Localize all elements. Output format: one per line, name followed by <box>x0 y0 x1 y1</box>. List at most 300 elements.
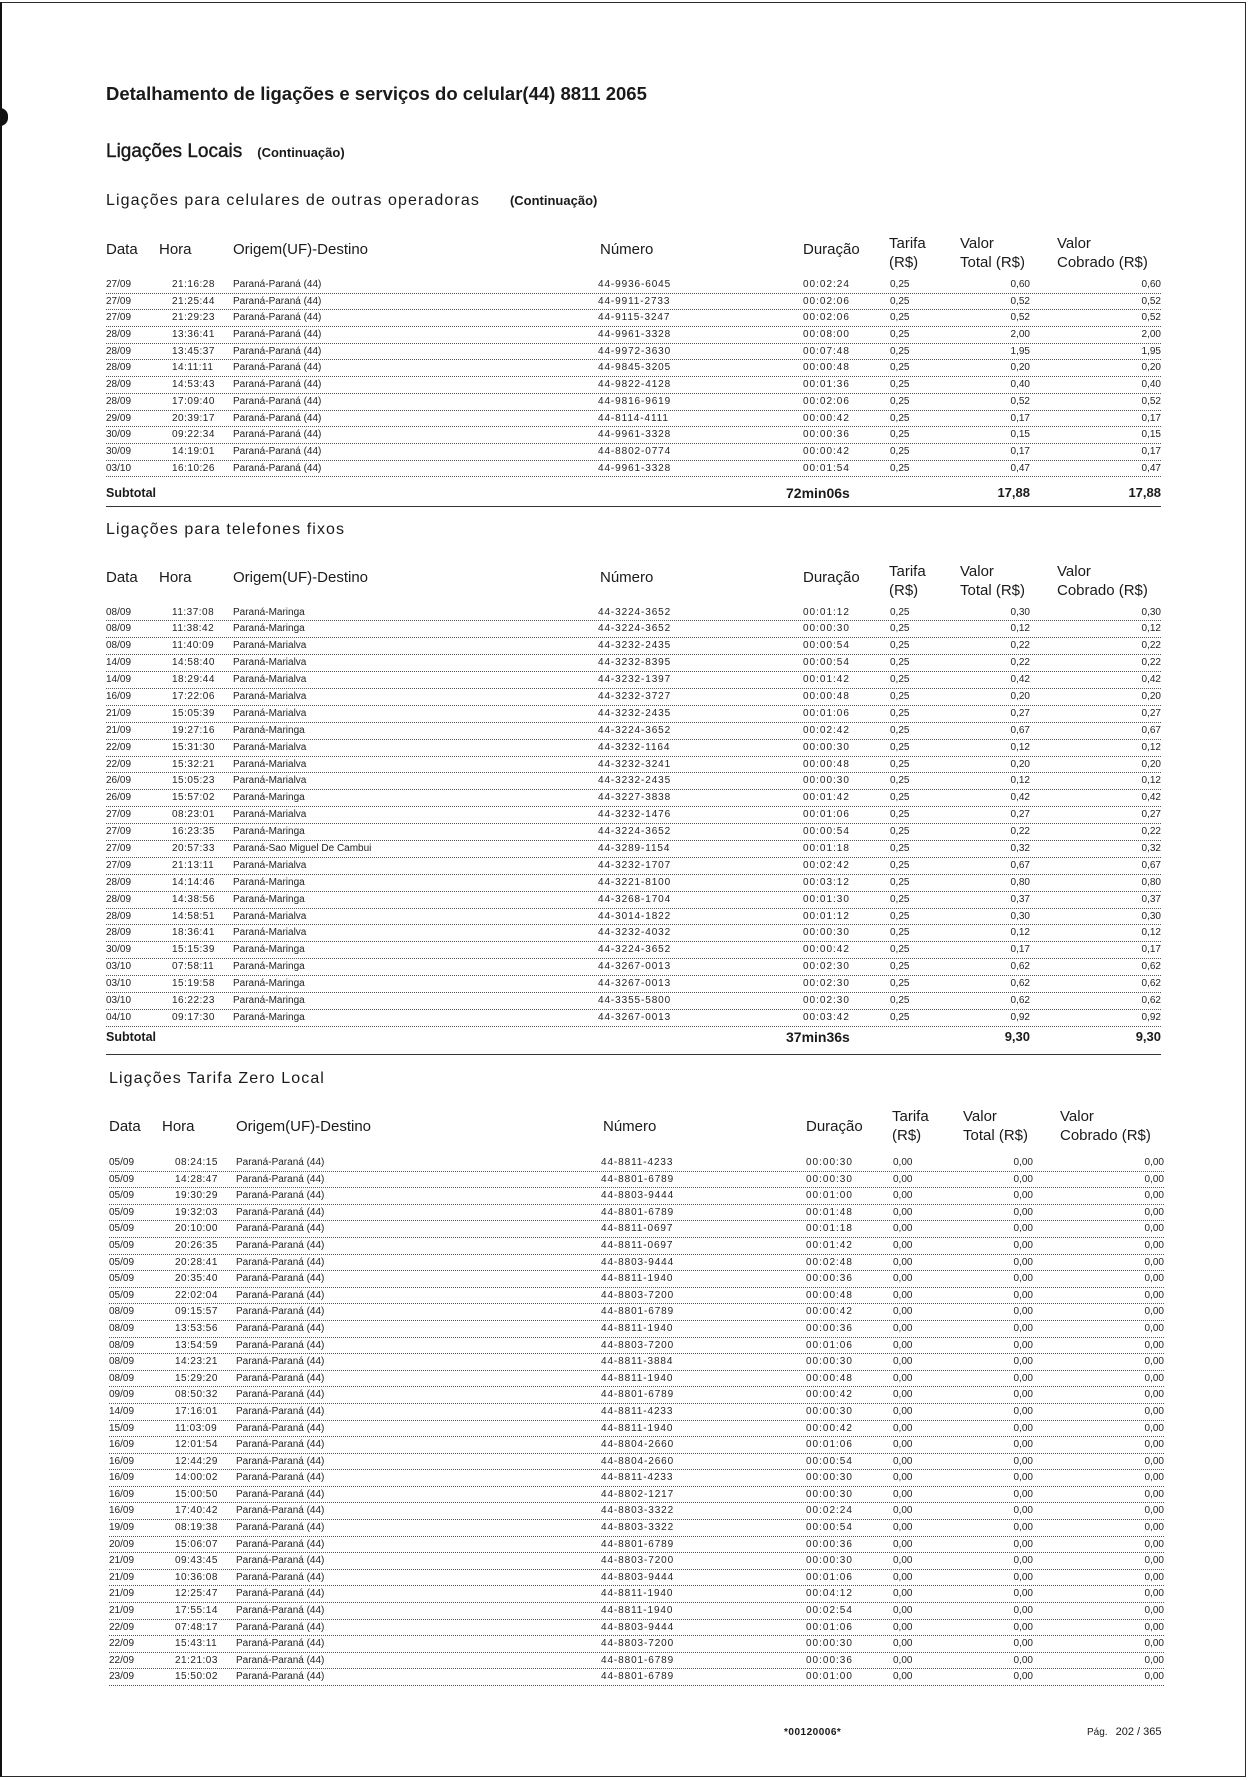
cell-origin-destination: Paraná-Paraná (44) <box>236 1422 325 1434</box>
cell-rate: 0,00 <box>893 1472 913 1484</box>
cell-date: 04/10 <box>106 1011 132 1023</box>
cell-rate: 0,00 <box>893 1488 913 1500</box>
cell-charged-value: 0,00 <box>1144 1173 1164 1185</box>
cell-duration: 00:07:48 <box>803 345 850 357</box>
cell-origin-destination: Paraná-Paraná (44) <box>233 462 322 474</box>
cell-total-value: 0,62 <box>1010 994 1030 1006</box>
cell-time: 22:02:04 <box>175 1289 218 1301</box>
column-header-rate-line1: Tarifa <box>892 1108 929 1125</box>
cell-date: 28/09 <box>106 395 132 407</box>
column-header-total-line2: Total (R$) <box>963 1127 1029 1144</box>
cell-number: 44-3232-2435 <box>598 775 672 787</box>
cell-date: 21/09 <box>109 1555 135 1567</box>
section-title: Ligações para telefones fixos <box>106 521 346 538</box>
cell-duration: 00:00:48 <box>803 758 850 770</box>
table-row <box>109 1620 1164 1637</box>
table-row <box>106 875 1161 892</box>
cell-rate: 0,00 <box>893 1522 913 1534</box>
table-row <box>106 444 1161 461</box>
cell-date: 05/09 <box>109 1223 135 1235</box>
cell-rate: 0,25 <box>890 345 910 357</box>
cell-number: 44-8811-1940 <box>601 1422 674 1434</box>
table-row <box>109 1255 1164 1272</box>
table-row <box>109 1669 1164 1686</box>
cell-time: 14:58:40 <box>172 657 215 669</box>
cell-time: 15:57:02 <box>172 792 215 804</box>
table-row <box>109 1354 1164 1371</box>
subtotal-row <box>106 1029 1161 1045</box>
cell-total-value: 0,15 <box>1010 429 1030 441</box>
cell-rate: 0,00 <box>893 1322 913 1334</box>
table-row <box>106 461 1161 478</box>
cell-total-value: 0,30 <box>1010 910 1030 922</box>
cell-number: 44-3232-3241 <box>598 758 672 770</box>
cell-rate: 0,00 <box>893 1405 913 1417</box>
cell-total-value: 0,12 <box>1010 775 1030 787</box>
cell-rate: 0,00 <box>893 1306 913 1318</box>
cell-total-value: 0,92 <box>1010 1011 1030 1023</box>
cell-number: 44-8811-1940 <box>601 1588 674 1600</box>
cell-origin-destination: Paraná-Marialva <box>233 674 307 686</box>
cell-total-value: 0,00 <box>1013 1538 1033 1550</box>
cell-date: 08/09 <box>109 1322 135 1334</box>
cell-duration: 00:02:48 <box>806 1256 853 1268</box>
cell-charged-value: 0,00 <box>1144 1289 1164 1301</box>
cell-origin-destination: Paraná-Paraná (44) <box>236 1273 325 1285</box>
cell-number: 44-8811-4233 <box>601 1472 674 1484</box>
table-row <box>109 1221 1164 1238</box>
cell-rate: 0,00 <box>893 1173 913 1185</box>
table-row <box>109 1321 1164 1338</box>
cell-charged-value: 0,00 <box>1144 1339 1164 1351</box>
table-row <box>109 1437 1164 1454</box>
cell-date: 28/09 <box>106 927 132 939</box>
cell-rate: 0,25 <box>890 893 910 905</box>
cell-number: 44-8811-1940 <box>601 1322 674 1334</box>
cell-number: 44-8803-7200 <box>601 1289 675 1301</box>
cell-date: 08/09 <box>109 1372 135 1384</box>
cell-rate: 0,00 <box>893 1206 913 1218</box>
cell-origin-destination: Paraná-Paraná (44) <box>233 312 322 324</box>
cell-rate: 0,25 <box>890 859 910 871</box>
cell-rate: 0,25 <box>890 329 910 341</box>
column-header-time: Hora <box>162 1118 195 1135</box>
table-row <box>106 723 1161 740</box>
table-row <box>106 621 1161 638</box>
cell-origin-destination: Paraná-Paraná (44) <box>236 1372 325 1384</box>
cell-time: 08:24:15 <box>175 1157 218 1168</box>
cell-number: 44-8803-9444 <box>601 1621 675 1633</box>
table-row <box>109 1371 1164 1388</box>
subtotal-label: Subtotal <box>106 1030 156 1044</box>
cell-duration: 00:01:06 <box>803 809 850 821</box>
cell-duration: 00:01:42 <box>806 1239 853 1251</box>
table-row <box>106 394 1161 411</box>
cell-origin-destination: Paraná-Paraná (44) <box>236 1505 325 1517</box>
section-title: Ligações Tarifa Zero Local <box>109 1070 325 1087</box>
cell-rate: 0,00 <box>893 1289 913 1301</box>
cell-total-value: 0,30 <box>1010 606 1030 618</box>
cell-origin-destination: Paraná-Maringa <box>233 961 305 973</box>
column-header-time: Hora <box>159 569 192 586</box>
cell-number: 44-3268-1704 <box>598 893 672 905</box>
cell-duration: 00:01:12 <box>803 606 850 618</box>
cell-time: 16:22:23 <box>172 994 215 1006</box>
cell-total-value: 0,12 <box>1010 741 1030 753</box>
cell-origin-destination: Paraná-Paraná (44) <box>236 1322 325 1334</box>
cell-charged-value: 0,00 <box>1144 1571 1164 1583</box>
table-row <box>106 993 1161 1010</box>
table-row <box>109 1470 1164 1487</box>
table-row <box>106 773 1161 790</box>
cell-rate: 0,25 <box>890 362 910 374</box>
cell-date: 23/09 <box>109 1671 135 1683</box>
cell-date: 29/09 <box>106 412 132 424</box>
table-row <box>106 740 1161 757</box>
table-row <box>106 925 1161 942</box>
cell-charged-value: 0,00 <box>1144 1654 1164 1666</box>
cell-time: 17:55:14 <box>175 1605 218 1617</box>
cell-charged-value: 0,12 <box>1141 623 1161 635</box>
cell-charged-value: 0,00 <box>1144 1621 1164 1633</box>
cell-charged-value: 0,00 <box>1144 1190 1164 1202</box>
table-row <box>109 1421 1164 1438</box>
cell-date: 30/09 <box>106 429 132 441</box>
cell-time: 20:57:33 <box>172 842 215 854</box>
table-row <box>109 1404 1164 1421</box>
cell-charged-value: 0,30 <box>1141 910 1161 922</box>
cell-origin-destination: Paraná-Maringa <box>233 724 305 736</box>
cell-origin-destination: Paraná-Paraná (44) <box>236 1538 325 1550</box>
cell-origin-destination: Paraná-Marialva <box>233 657 307 669</box>
cell-origin-destination: Paraná-Paraná (44) <box>233 345 322 357</box>
cell-date: 27/09 <box>106 809 132 821</box>
cell-number: 44-9961-3328 <box>598 429 672 441</box>
cell-duration: 00:01:18 <box>803 842 850 854</box>
cell-total-value: 0,00 <box>1013 1605 1033 1617</box>
column-header-rate-line2: (R$) <box>889 582 919 599</box>
cell-origin-destination: Paraná-Paraná (44) <box>236 1190 325 1202</box>
cell-time: 21:29:23 <box>172 312 215 324</box>
cell-number: 44-3355-5800 <box>598 994 672 1006</box>
section-divider <box>106 1054 1161 1055</box>
cell-time: 11:03:09 <box>175 1422 218 1434</box>
column-header-origin-destination: Origem(UF)-Destino <box>233 241 369 258</box>
column-header-total-value <box>960 562 1025 600</box>
column-header-total-line1: Valor <box>960 563 994 580</box>
cell-date: 28/09 <box>106 345 132 357</box>
cell-rate: 0,00 <box>893 1372 913 1384</box>
section-heading <box>109 1069 325 1089</box>
cell-charged-value: 0,22 <box>1141 640 1161 652</box>
cell-date: 16/09 <box>106 690 132 702</box>
cell-time: 15:50:02 <box>175 1671 218 1683</box>
cell-duration: 00:00:36 <box>806 1654 853 1666</box>
cell-date: 08/09 <box>106 640 132 652</box>
cell-rate: 0,00 <box>893 1605 913 1617</box>
cell-total-value: 0,22 <box>1010 657 1030 669</box>
cell-number: 44-9115-3247 <box>598 312 671 324</box>
cell-number: 44-8804-2660 <box>601 1455 675 1467</box>
cell-date: 26/09 <box>106 792 132 804</box>
cell-origin-destination: Paraná-Paraná (44) <box>236 1605 325 1617</box>
cell-number: 44-3232-2435 <box>598 707 672 719</box>
cell-total-value: 0,62 <box>1010 961 1030 973</box>
cell-total-value: 0,37 <box>1010 893 1030 905</box>
cell-duration: 00:03:12 <box>803 876 850 888</box>
cell-duration: 00:01:06 <box>803 707 850 719</box>
cell-duration: 00:01:30 <box>803 893 850 905</box>
cell-time: 14:14:46 <box>172 876 215 888</box>
cell-date: 22/09 <box>109 1638 135 1650</box>
table-row <box>106 757 1161 774</box>
table-row <box>106 310 1161 327</box>
cell-origin-destination: Paraná-Maringa <box>233 893 305 905</box>
cell-rate: 0,25 <box>890 1011 910 1023</box>
cell-time: 16:10:26 <box>172 462 215 474</box>
cell-rate: 0,00 <box>893 1389 913 1401</box>
cell-charged-value: 0,00 <box>1144 1322 1164 1334</box>
cell-origin-destination: Paraná-Marialva <box>233 809 307 821</box>
cell-charged-value: 0,62 <box>1141 978 1161 990</box>
cell-time: 13:45:37 <box>172 345 215 357</box>
cell-origin-destination: Paraná-Marialva <box>233 640 307 652</box>
cell-time: 12:25:47 <box>175 1588 218 1600</box>
section-divider <box>106 506 1161 507</box>
cell-total-value: 0,00 <box>1013 1505 1033 1517</box>
cell-total-value: 0,00 <box>1013 1223 1033 1235</box>
cell-date: 26/09 <box>106 775 132 787</box>
cell-charged-value: 0,62 <box>1141 961 1161 973</box>
cell-rate: 0,25 <box>890 758 910 770</box>
cell-origin-destination: Paraná-Sao Miguel De Cambui <box>233 842 372 854</box>
cell-charged-value: 0,00 <box>1144 1273 1164 1285</box>
cell-date: 28/09 <box>106 876 132 888</box>
table-row <box>106 942 1161 959</box>
cell-duration: 00:01:12 <box>803 910 850 922</box>
cell-time: 08:23:01 <box>172 809 215 821</box>
cell-time: 13:36:41 <box>172 329 215 341</box>
cell-time: 08:50:32 <box>175 1389 218 1401</box>
cell-total-value: 0,12 <box>1010 623 1030 635</box>
cell-origin-destination: Paraná-Marialva <box>233 910 307 922</box>
cell-charged-value: 0,27 <box>1141 809 1161 821</box>
cell-rate: 0,25 <box>890 312 910 324</box>
cell-rate: 0,00 <box>893 1538 913 1550</box>
subtotal-row <box>106 485 1161 501</box>
cell-number: 44-9816-9619 <box>598 395 672 407</box>
cell-date: 16/09 <box>109 1505 135 1517</box>
cell-charged-value: 0,47 <box>1141 462 1161 474</box>
calls-table <box>109 1155 1164 1686</box>
cell-origin-destination: Paraná-Paraná (44) <box>236 1671 325 1683</box>
cell-rate: 0,25 <box>890 295 910 307</box>
cell-duration: 00:00:54 <box>806 1522 853 1534</box>
cell-charged-value: 0,52 <box>1141 395 1161 407</box>
cell-date: 08/09 <box>109 1356 135 1368</box>
cell-rate: 0,00 <box>893 1339 913 1351</box>
cell-number: 44-8801-6789 <box>601 1538 675 1550</box>
page-label: Pág. <box>1087 1727 1108 1738</box>
table-row <box>106 411 1161 428</box>
column-header-charged-value <box>1057 234 1148 272</box>
cell-duration: 00:00:30 <box>806 1638 853 1650</box>
cell-rate: 0,25 <box>890 395 910 407</box>
table-row <box>109 1238 1164 1255</box>
table-row <box>109 1271 1164 1288</box>
cell-time: 09:43:45 <box>175 1555 218 1567</box>
cell-rate: 0,25 <box>890 445 910 457</box>
cell-total-value: 0,00 <box>1013 1571 1033 1583</box>
cell-time: 14:11:11 <box>172 362 214 374</box>
cell-date: 08/09 <box>109 1306 135 1318</box>
cell-total-value: 0,32 <box>1010 842 1030 854</box>
cell-origin-destination: Paraná-Paraná (44) <box>236 1405 325 1417</box>
cell-time: 13:54:59 <box>175 1339 218 1351</box>
cell-duration: 00:00:30 <box>803 623 850 635</box>
cell-total-value: 0,00 <box>1013 1439 1033 1451</box>
subtotal-label: Subtotal <box>106 486 156 500</box>
table-row <box>109 1553 1164 1570</box>
cell-time: 14:28:47 <box>175 1173 218 1185</box>
cell-number: 44-8801-6789 <box>601 1206 675 1218</box>
cell-duration: 00:00:54 <box>803 826 850 838</box>
cell-date: 05/09 <box>109 1206 135 1218</box>
cell-time: 21:25:44 <box>172 295 215 307</box>
cell-date: 19/09 <box>109 1522 135 1534</box>
cell-date: 05/09 <box>109 1239 135 1251</box>
cell-total-value: 0,00 <box>1013 1389 1033 1401</box>
cell-number: 44-3232-4032 <box>598 927 672 939</box>
cell-charged-value: 0,00 <box>1144 1671 1164 1683</box>
table-row <box>109 1636 1164 1653</box>
cell-number: 44-8802-0774 <box>598 445 672 457</box>
cell-total-value: 0,67 <box>1010 859 1030 871</box>
cell-origin-destination: Paraná-Paraná (44) <box>236 1621 325 1633</box>
cell-date: 28/09 <box>106 910 132 922</box>
cell-duration: 00:00:30 <box>803 775 850 787</box>
cell-charged-value: 0,27 <box>1141 707 1161 719</box>
column-header-charged-value <box>1060 1107 1151 1145</box>
table-header <box>3 1107 1243 1147</box>
cell-origin-destination: Paraná-Paraná (44) <box>236 1289 325 1301</box>
table-row <box>109 1304 1164 1321</box>
column-header-rate-line2: (R$) <box>889 254 919 271</box>
table-row <box>106 824 1161 841</box>
cell-origin-destination: Paraná-Paraná (44) <box>233 412 322 424</box>
cell-total-value: 0,62 <box>1010 978 1030 990</box>
cell-date: 03/10 <box>106 961 132 973</box>
cell-total-value: 0,42 <box>1010 792 1030 804</box>
group-continuation-note: (Continuação) <box>257 145 345 160</box>
cell-date: 21/09 <box>109 1571 135 1583</box>
cell-rate: 0,25 <box>890 741 910 753</box>
cell-duration: 00:02:24 <box>806 1505 853 1517</box>
table-row <box>109 1520 1164 1537</box>
table-row <box>109 1586 1164 1603</box>
column-header-rate <box>889 234 926 272</box>
cell-rate: 0,00 <box>893 1273 913 1285</box>
column-header-rate <box>892 1107 929 1145</box>
cell-duration: 00:00:54 <box>803 657 850 669</box>
cell-origin-destination: Paraná-Marialva <box>233 859 307 871</box>
cell-date: 21/09 <box>106 707 132 719</box>
cell-time: 09:17:30 <box>172 1011 215 1023</box>
cell-time: 15:29:20 <box>175 1372 218 1384</box>
column-header-date: Data <box>109 1118 141 1135</box>
cell-duration: 00:01:54 <box>803 462 850 474</box>
cell-rate: 0,25 <box>890 994 910 1006</box>
cell-total-value: 0,12 <box>1010 927 1030 939</box>
cell-time: 21:21:03 <box>175 1654 218 1666</box>
cell-number: 44-3289-1154 <box>598 842 671 854</box>
cell-duration: 00:02:30 <box>803 978 850 990</box>
cell-total-value: 0,00 <box>1013 1621 1033 1633</box>
cell-total-value: 0,00 <box>1013 1654 1033 1666</box>
cell-total-value: 0,00 <box>1013 1522 1033 1534</box>
table-row <box>109 1653 1164 1670</box>
cell-number: 44-3221-8100 <box>598 876 672 888</box>
cell-total-value: 0,00 <box>1013 1555 1033 1567</box>
table-row <box>109 1603 1164 1620</box>
page-number <box>1087 1726 1161 1738</box>
cell-total-value: 0,00 <box>1013 1638 1033 1650</box>
cell-origin-destination: Paraná-Paraná (44) <box>236 1356 325 1368</box>
cell-time: 20:26:35 <box>175 1239 218 1251</box>
cell-number: 44-8811-0697 <box>601 1239 674 1251</box>
cell-rate: 0,00 <box>893 1157 913 1168</box>
table-row <box>109 1338 1164 1355</box>
column-header-charged-line2: Cobrado (R$) <box>1057 582 1148 599</box>
cell-number: 44-3224-3652 <box>598 724 672 736</box>
cell-rate: 0,25 <box>890 707 910 719</box>
cell-origin-destination: Paraná-Paraná (44) <box>236 1389 325 1401</box>
table-row <box>106 605 1161 622</box>
cell-date: 27/09 <box>106 279 132 290</box>
cell-number: 44-8811-4233 <box>601 1157 674 1168</box>
cell-number: 44-8804-2660 <box>601 1439 675 1451</box>
cell-time: 15:00:50 <box>175 1488 218 1500</box>
cell-time: 19:30:29 <box>175 1190 218 1202</box>
cell-time: 09:22:34 <box>172 429 215 441</box>
cell-origin-destination: Paraná-Maringa <box>233 994 305 1006</box>
table-row <box>109 1454 1164 1471</box>
cell-charged-value: 0,00 <box>1144 1488 1164 1500</box>
cell-rate: 0,25 <box>890 690 910 702</box>
cell-time: 20:28:41 <box>175 1256 218 1268</box>
cell-total-value: 0,47 <box>1010 462 1030 474</box>
cell-number: 44-8811-1940 <box>601 1372 674 1384</box>
table-row <box>106 1010 1161 1027</box>
cell-number: 44-3232-2435 <box>598 640 672 652</box>
table-row <box>106 427 1161 444</box>
cell-origin-destination: Paraná-Paraná (44) <box>233 445 322 457</box>
cell-number: 44-8801-6789 <box>601 1173 675 1185</box>
subtotal-charged-value: 9,30 <box>1135 1029 1161 1044</box>
cell-charged-value: 0,00 <box>1144 1538 1164 1550</box>
cell-rate: 0,00 <box>893 1654 913 1666</box>
cell-origin-destination: Paraná-Paraná (44) <box>236 1472 325 1484</box>
calls-table <box>106 277 1161 477</box>
cell-time: 16:23:35 <box>172 826 215 838</box>
cell-origin-destination: Paraná-Maringa <box>233 606 305 618</box>
cell-date: 27/09 <box>106 312 132 324</box>
cell-date: 14/09 <box>106 674 132 686</box>
cell-time: 17:09:40 <box>172 395 215 407</box>
cell-duration: 00:01:48 <box>806 1206 853 1218</box>
cell-duration: 00:00:54 <box>803 640 850 652</box>
cell-total-value: 0,00 <box>1013 1356 1033 1368</box>
